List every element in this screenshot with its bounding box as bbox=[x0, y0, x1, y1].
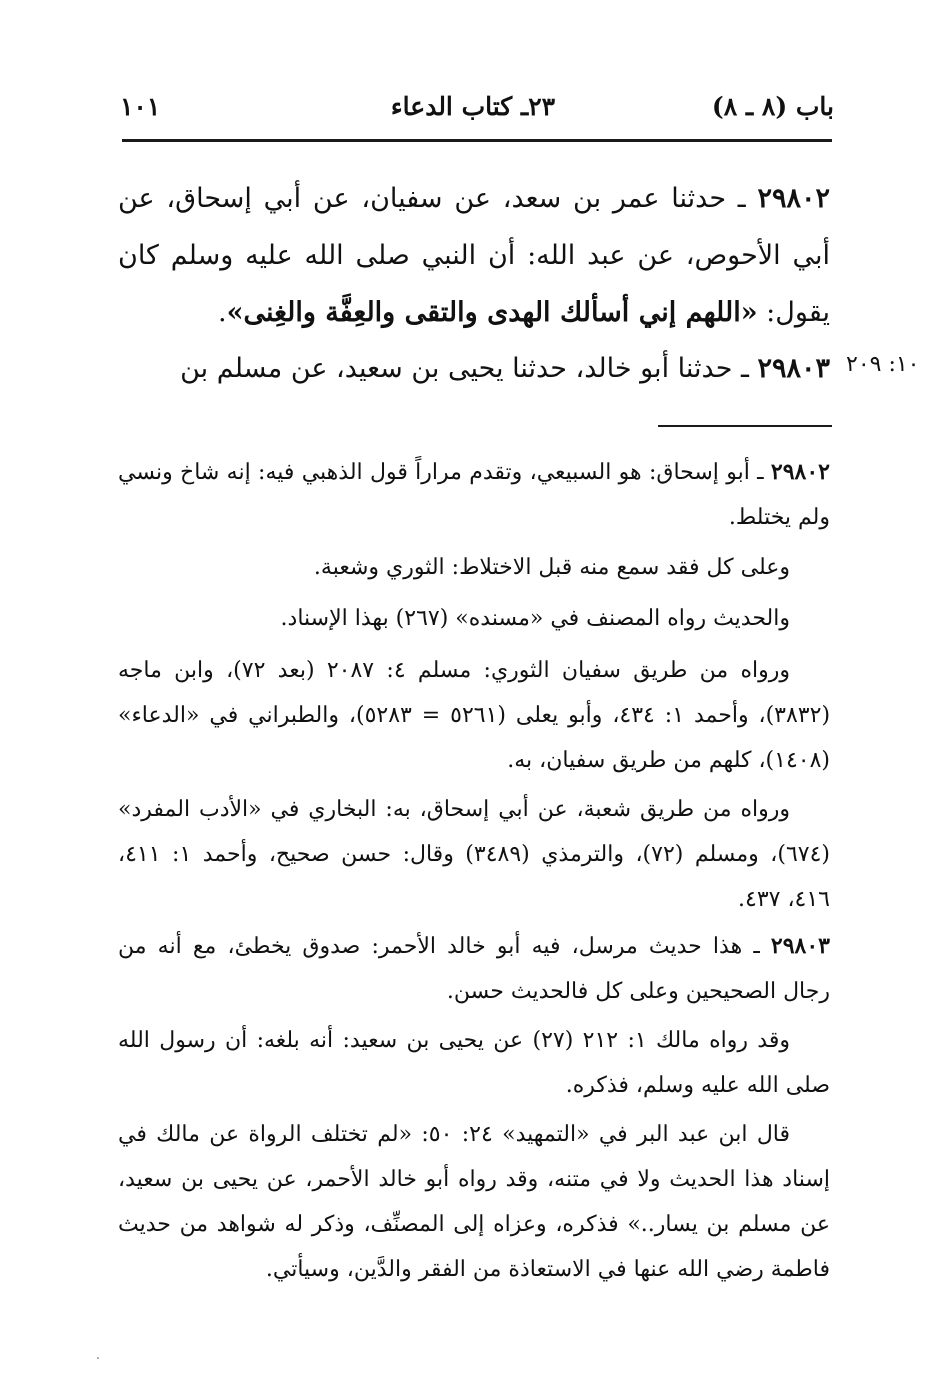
footnote-paragraph: والحديث رواه المصنف في «مسنده» (٢٦٧) بهذا الإسناد. bbox=[280, 606, 790, 631]
footnote-paragraph: وعلى كل فقد سمع منه قبل الاختلاط: الثوري وشعبة. bbox=[313, 555, 790, 580]
footnote-paragraph: وقد رواه مالك ١: ٢١٢ (٢٧) عن يحيى بن سعيد: أنه بلغه: أن رسول الله صلى الله عليه وسلم، فذكره. bbox=[118, 1028, 830, 1098]
hadith-chain-text: ـ حدثنا أبو خالد، حدثنا يحيى بن سعيد، عن مسلم بن bbox=[180, 353, 758, 384]
running-header-book-title: ٢٣ـ كتاب الدعاء bbox=[390, 92, 556, 121]
footnote-text: ـ أبو إسحاق: هو السبيعي، وتقدم مراراً قول الذهبي فيه: إنه شاخ ونسي ولم يختلط. bbox=[118, 460, 830, 530]
hadith-number: ٢٩٨٠٢ bbox=[757, 183, 830, 214]
hadith-29802 bbox=[118, 170, 830, 341]
hadith-dua-text: «اللهم إني أسألك الهدى والتقى والعِفَّة والغِنى» bbox=[226, 297, 758, 328]
footnote-paragraph: ورواه من طريق سفيان الثوري: مسلم ٤: ٢٠٨٧ (بعد ٧٢)، وابن ماجه (٣٨٣٢)، وأحمد ١: ٤٣٤، وأبو يعلى (٥٢٦١ = ٥٢٨٣)، والطبراني في «الدعاء» (١٤٠٨)، كلهم من طريق سفيان، به. bbox=[118, 658, 831, 773]
hadith-number: ٢٩٨٠٣ bbox=[757, 353, 830, 384]
footnote-29802 bbox=[118, 450, 830, 540]
scan-speck bbox=[97, 1357, 99, 1359]
footnote-paragraph: ورواه من طريق شعبة، عن أبي إسحاق، به: البخاري في «الأدب المفرد» (٦٧٤)، ومسلم (٧٢)، والترمذي (٣٤٨٩) وقال: حسن صحيح، وأحمد ١: ٤١١، ٤١٦، ٤٣٧. bbox=[118, 797, 830, 912]
page-number: ١٠١ bbox=[120, 92, 161, 121]
footnote-separator bbox=[658, 425, 832, 427]
margin-reference: ١٠: ٢٠٩ bbox=[846, 352, 920, 377]
footnote-number: ٢٩٨٠٢ bbox=[770, 459, 830, 485]
footnote-number: ٢٩٨٠٣ bbox=[770, 933, 830, 959]
footnote-text: ـ هذا حديث مرسل، فيه أبو خالد الأحمر: صدوق يخطئ، مع أنه من رجال الصحيحين وعلى كل فالحديث حسن. bbox=[118, 934, 830, 1004]
footnote-29803 bbox=[118, 924, 830, 1014]
hadith-chain-text: ـ حدثنا عمر بن سعد، عن سفيان، عن أبي إسحاق، عن أبي الأحوص، عن عبد الله: أن النبي صلى الله عليه وسلم كان يقول: bbox=[118, 183, 830, 328]
header-rule bbox=[122, 139, 832, 142]
hadith-29803 bbox=[118, 340, 830, 397]
running-header-chapter: باب (٨ ـ ٨) bbox=[711, 92, 834, 121]
footnote-paragraph: قال ابن عبد البر في «التمهيد» ٢٤: ٥٠: «لم تختلف الرواة عن مالك في إسناد هذا الحديث ولا في متنه، وقد رواه أبو خالد الأحمر، عن يحيى بن سعيد، عن مسلم بن يسار..» فذكره، وعزاه إلى المصنِّف، وذكر له شواهد من حديث فاطمة رضي الله عنها في الاستعاذة من الفقر والدَّين، وسيأتي. bbox=[118, 1122, 830, 1282]
hadith-end-punct: . bbox=[217, 297, 227, 328]
